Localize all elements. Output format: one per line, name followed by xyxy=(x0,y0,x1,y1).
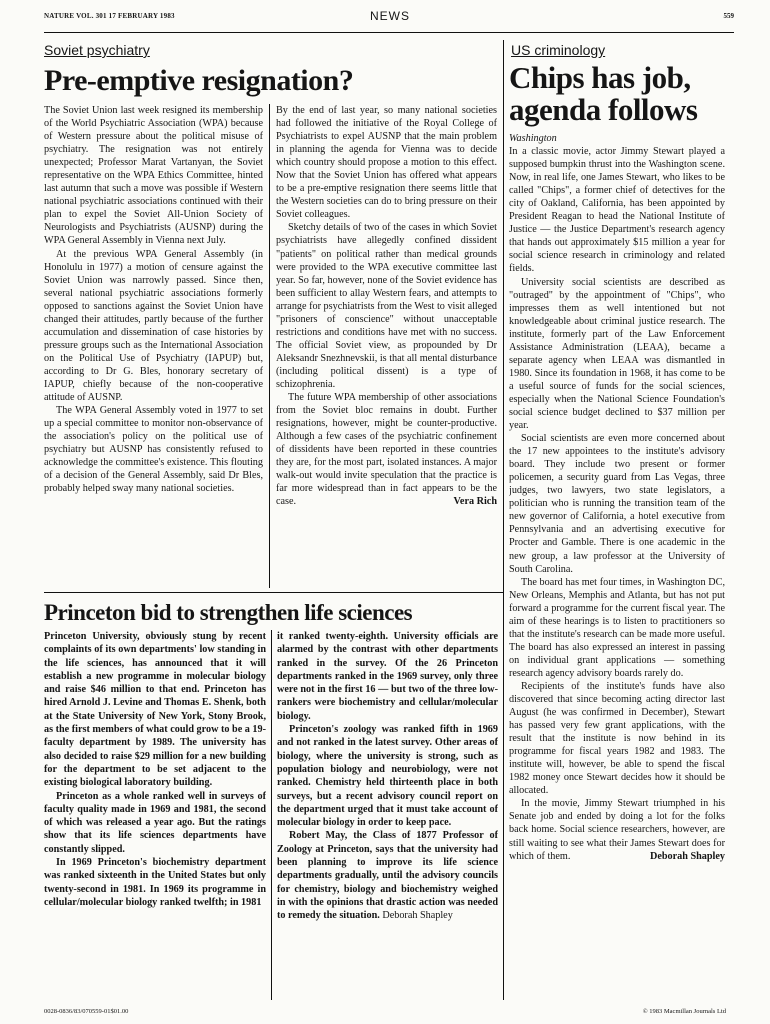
section-title: NEWS xyxy=(366,9,414,23)
paragraph: Princeton as a whole ranked well in surveys of faculty quality made in 1969 and 1981, the second of which was released a year ago. But the ratings show that its life sciences departments have constantly slipped. xyxy=(44,790,266,855)
header-rule xyxy=(44,32,734,33)
left-section-label: Soviet psychiatry xyxy=(44,42,150,58)
right-article-body xyxy=(509,132,725,1002)
author-byline: Deborah Shapley xyxy=(649,850,725,862)
left-article-col2 xyxy=(276,104,497,590)
paragraph: Sketchy details of two of the cases in which Soviet psychiatrists have allegedly confined dissident "patients" on political rather than medical grounds were provided to the WPA executive committee last year. So far, however, none of the Soviet evidence has been sufficient to allay Western fears, and attempts to arrange for psychiatrists from the West to visit alleged "prisoners of conscience" without unacceptable restrictions and conditions have met with no success. The official Soviet view, as propounded by Dr Aleksandr Snezhnevskii, is that all mental disturbance (including political dissent) is a type of schizophrenia. xyxy=(276,222,497,390)
bottom-article-col2 xyxy=(277,630,498,1002)
paragraph-text: The future WPA membership of other associations from the Soviet bloc remains in doubt. Further resignations, however, might be counter-productive. Although a few cases of the psychiatric confinement of dissidents have been reported in these countries they are, for the most part, isolated instances. A major walk-out would invite speculation that the practice is far more widespread than in fact appears to be the case. xyxy=(276,392,497,508)
paragraph xyxy=(509,797,725,862)
paragraph xyxy=(277,829,498,922)
author-byline: Vera Rich xyxy=(453,496,497,508)
bottom-headline: Princeton bid to strengthen life sciences xyxy=(44,600,413,625)
paragraph: Social scientists are even more concerned about the 17 new appointees to the institute's advisory board. They include two present or former policemen, a security guard from Las Vegas, three judges, two lawyers, two state legislators, a politician who is running the transition team of the new governor of California, a hotel executive from Pennsylvania and an advertising executive for Procter and Gamble. There is one academic in the new group, a law professor at the University of South Carolina. xyxy=(509,433,725,575)
journal-issue: NATURE VOL. 301 17 FEBRUARY 1983 xyxy=(44,12,175,20)
right-headline-line2: agenda follows xyxy=(509,92,698,127)
page-number: 559 xyxy=(723,12,734,20)
paragraph: Princeton's zoology was ranked fifth in 1969 and not ranked in the latest survey. Other areas of biology, where the university is strong, such as population biology and neurobiology, were not ranked. Chemistry held thirteenth place in both surveys, but a recent advisory council report on the department urged that it must take account of molecular biology in order to keep pace. xyxy=(277,724,498,829)
bottom-article-col1 xyxy=(44,630,266,1002)
paragraph: At the previous WPA General Assembly (in Honolulu in 1977) a motion of censure against the Soviet Union was narrowly passed. Since then, several national psychiatric associations formerly opposed to sanctions against the Soviet Union have changed their attitudes, partly because of the further accumulation and dissemination of case histories by pressure groups such as the International Association on the Political Use of Psychiatry (IAPUP) but, according to Dr G. Bles, honorary secretary of IAPUP, chiefly because of the non-cooperative attitude of AUSNP. xyxy=(44,248,263,404)
paragraph: By the end of last year, so many national societies had followed the initiative of the Royal College of Psychiatrists to expel AUSNP that the main problem in planning the agenda for Vienna was to decide which country should propose a motion to this effect. Now that the Soviet Union has offered what appears to be a pre-emptive resignation there seems little that the Western societies can do to bring pressure on their Soviet colleagues. xyxy=(276,105,497,221)
right-section-label: US criminology xyxy=(511,42,606,58)
right-headline-line1: Chips has job, xyxy=(509,60,691,95)
paragraph xyxy=(276,391,497,508)
paragraph: it ranked twenty-eighth. University officials are alarmed by the contrast with other departments ranked in the survey. Of the 26 Princeton departments ranked in the 1969 survey, only three were not in the first 16 — but two of the three low-rankers were biochemistry and cellular/molecular biology. xyxy=(277,631,498,722)
bottom-article-rule xyxy=(44,592,503,593)
paragraph-text: In the movie, Jimmy Stewart triumphed in his Senate job and ended by doing a lot for the folks back home. Social science researchers, however, are still waiting to see what their James Stewart does for which of them. xyxy=(509,798,725,862)
paragraph: University social scientists are described as "outraged" by the appointment of "Chips", who impresses them as well intentioned but not knowledgeable about criminal justice research. The institute, formerly part of the Law Enforcement Assistance Administration (LEAA), became a separate agency when LEAA was dismantled in 1980. Since its foundation in 1968, it has come to be a useful source of funds for the social sciences, especially when the National Science Foundation's social science budget declined to $37 million per year. xyxy=(509,276,725,432)
author-byline: Deborah Shapley xyxy=(382,910,453,922)
right-headline xyxy=(509,62,698,126)
paragraph-text: Robert May, the Class of 1877 Professor of Zoology at Princeton, says that the university had been planning to improve its life science departments gradually, until the advisory councils for chemistry, biology and biochemistry weighed in with the opinions that drastic action was needed to remedy the situation. xyxy=(277,830,498,922)
paragraph: In a classic movie, actor Jimmy Stewart played a supposed bumpkin thrust into the Washington scene. Now, in real life, one James Stewart, who likes to be called "Chips", a former chief of detectives for the city of Oakland, California, has been appointed by President Reagan to head the National Institute of Justice — the Justice Department's research agency that hands out approximately $15 million a year for social science research in criminology and related fields. xyxy=(509,146,725,275)
left-headline: Pre-emptive resignation? xyxy=(44,64,354,97)
paragraph: Princeton University, obviously stung by recent complaints of its own departments' low standing in the life sciences, has announced that it will establish a new programme in molecular biology and raise $46 million to that end. Princeton has hired Arnold J. Levine and Thomas E. Shenk, both at the State University of New York, Stony Brook, as the first members of what could grow to be a 19-faculty department by 1989. The university has also decided to raise $29 million for a new building for the department to be set adjacent to the existing biological laboratory building. xyxy=(44,631,266,789)
paragraph: The board has met four times, in Washington DC, New Orleans, Memphis and Atlanta, but has not put forward a programme for the current fiscal year. The aim of these hearings is to listen to practitioners so that the institute's research can be made more useful. The board has also expressed an interest in passing on individual grant applications — something research agency advisory boards rarely do. xyxy=(509,576,725,679)
footer-code: 0028-0836/83/070559-01$01.00 xyxy=(44,1008,129,1015)
footer-copyright: © 1983 Macmillan Journals Ltd xyxy=(642,1008,726,1015)
dateline: Washington xyxy=(509,133,557,144)
article-separator xyxy=(503,40,504,1000)
column-rule xyxy=(269,104,270,588)
column-rule xyxy=(271,630,272,1000)
left-article-col1 xyxy=(44,104,263,590)
paragraph: The Soviet Union last week resigned its membership of the World Psychiatric Association (WPA) because of Western pressure about the political misuse of psychiatry. The resignation was not entirely unexpected; Professor Marat Vartanyan, the Soviet representative on the WPA Ethics Committee, hinted last autumn that such a move was possible if Western national psychiatric associations continued with their plan to expel the Soviet All-Union Society of Neurologists and Psychiatrists (AUSNP) during the WPA General Assembly in Vienna next July. xyxy=(44,105,263,247)
page-header xyxy=(44,9,734,28)
paragraph: The WPA General Assembly voted in 1977 to set up a special committee to monitor non-observance of the association's policy on the political use of psychiatry but AUSNP has consistently refused to acknowledge the committee's existence. This flouting of a decision of the General Assembly, said Dr Bles, probably helped sway many national societies. xyxy=(44,405,263,495)
paragraph: In 1969 Princeton's biochemistry department was ranked sixteenth in the United States but only twenty-second in 1981. In 1969 its programme in cellular/molecular biology ranked twelfth; in 1981 xyxy=(44,857,266,908)
paragraph: Recipients of the institute's funds have also discovered that since becoming acting director last August (he was confirmed in December), Stewart has passed very few grant applications, with the result that the institute is now behind in its programme for fiscal years 1982 and 1983. The institute will, however, be able to spend the fiscal 1982 money once Stewart decides how it should be allocated. xyxy=(509,680,725,797)
